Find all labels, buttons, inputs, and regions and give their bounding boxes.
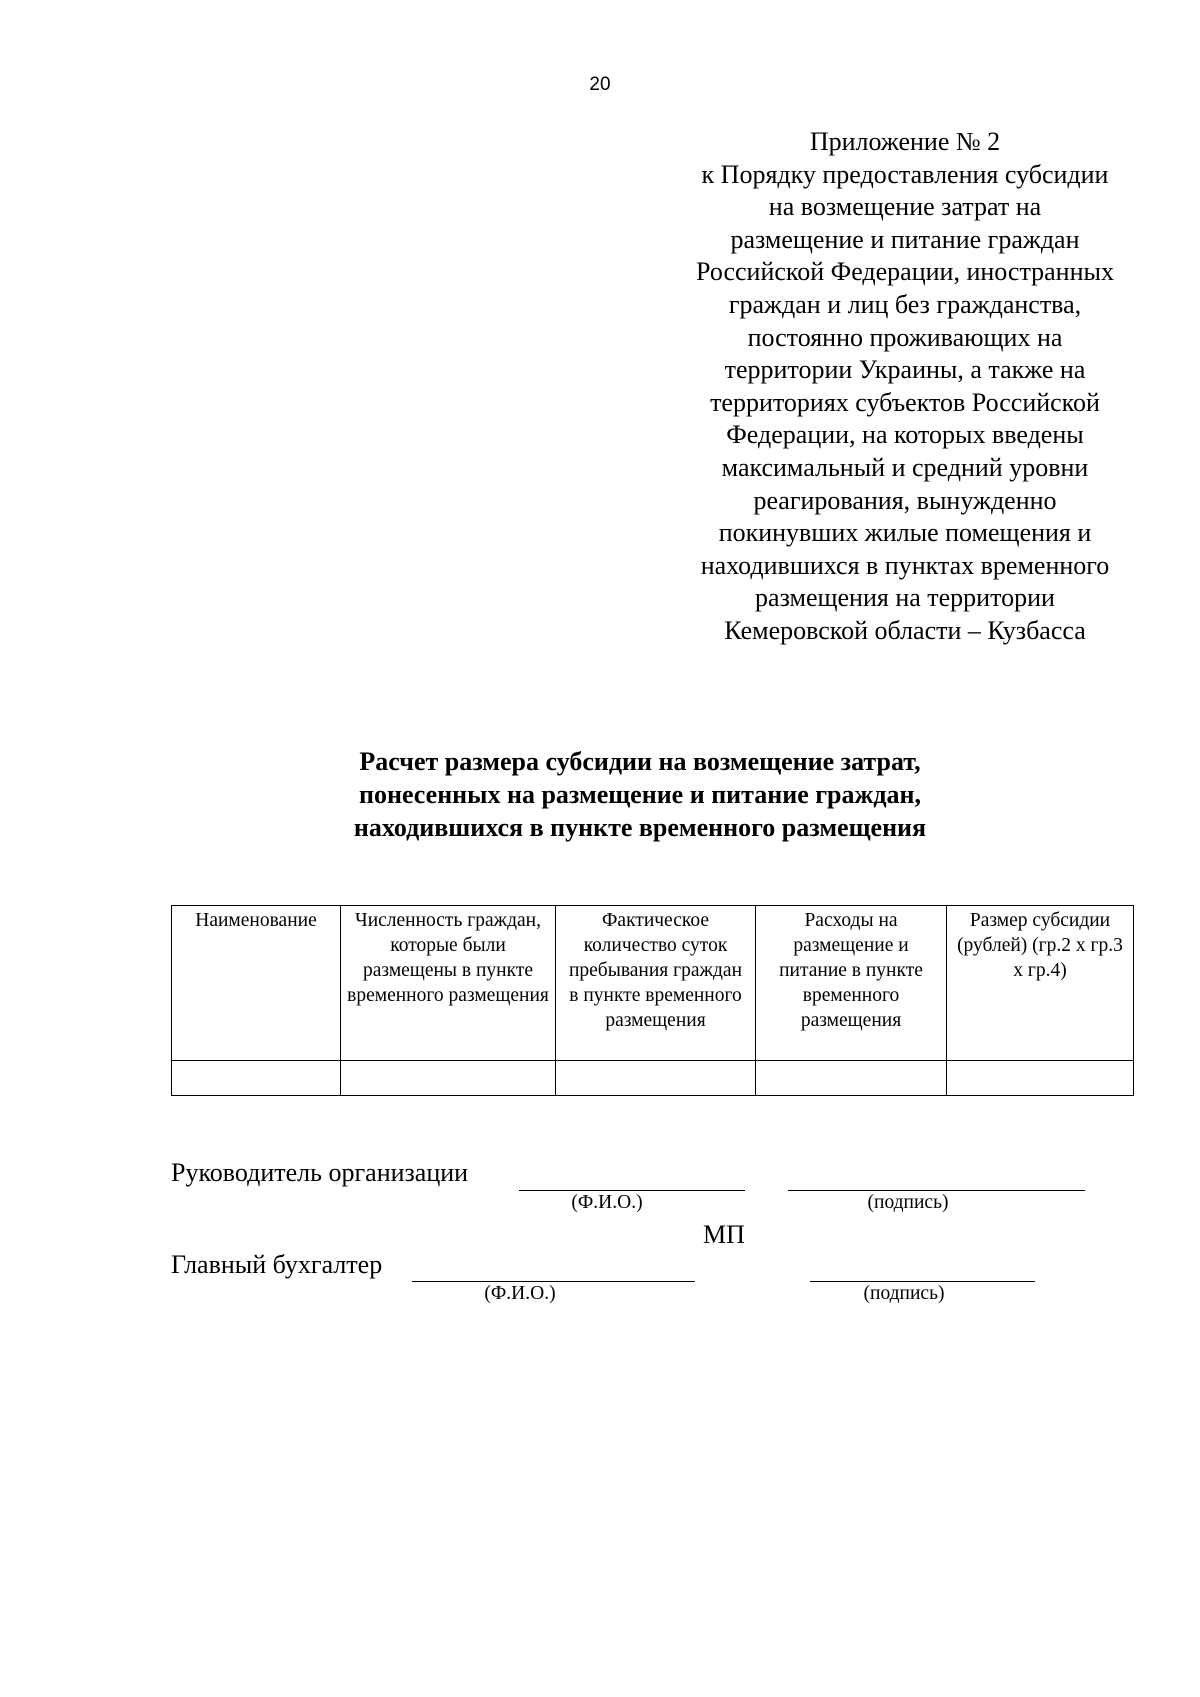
document-title — [240, 745, 1040, 844]
accountant-fio-blank[interactable] — [412, 1281, 695, 1282]
table-cell[interactable] — [341, 1061, 556, 1096]
column-header-expenses: Расходы на размещение и питание в пункте временного размещения — [756, 906, 947, 1061]
appendix-line: Российской Федерации, иностранных — [696, 257, 1114, 287]
column-header-name: Наименование — [172, 906, 341, 1061]
head-signature-caption: (подпись) — [867, 1192, 949, 1213]
appendix-line: территории Украины, а также на — [724, 355, 1086, 385]
appendix-line: Федерации, на которых введены — [726, 420, 1084, 450]
appendix-line: размещение и питание граждан — [730, 224, 1080, 254]
appendix-line: территориях субъектов Российской — [710, 387, 1100, 417]
head-fio-blank[interactable] — [519, 1190, 745, 1191]
appendix-line: Кемеровской области – Кузбасса — [724, 615, 1086, 645]
appendix-line: максимальный и средний уровни — [721, 452, 1089, 482]
appendix-line: реагирования, вынужденно — [753, 485, 1057, 515]
head-of-organization-label: Руководитель организации — [171, 1158, 469, 1187]
table-header-row — [172, 906, 1134, 1061]
title-line: находившихся в пункте временного размещения — [353, 813, 927, 842]
appendix-line: граждан и лиц без гражданства, — [728, 289, 1082, 319]
chief-accountant-label: Главный бухгалтер — [171, 1250, 383, 1279]
table-cell[interactable] — [947, 1061, 1134, 1096]
table-row — [172, 1061, 1134, 1096]
page-number: 20 — [589, 74, 611, 95]
appendix-heading — [665, 126, 1145, 648]
table-cell[interactable] — [756, 1061, 947, 1096]
appendix-line: покинувших жилые помещения и — [718, 518, 1092, 548]
appendix-line: к Порядку предоставления субсидии — [701, 159, 1109, 189]
appendix-line: постоянно проживающих на — [747, 322, 1063, 352]
appendix-line: находившихся в пунктах временного — [700, 550, 1110, 580]
head-fio-caption: (Ф.И.О.) — [571, 1192, 643, 1213]
stamp-place: МП — [703, 1220, 745, 1249]
table-cell[interactable] — [172, 1061, 341, 1096]
appendix-line: на возмещение затрат на — [768, 192, 1042, 222]
accountant-fio-caption: (Ф.И.О.) — [484, 1283, 556, 1304]
column-header-subsidy: Размер субсидии (рублей) (гр.2 х гр.3 х гр.4) — [947, 906, 1134, 1061]
appendix-line: Приложение № 2 — [809, 127, 1001, 156]
column-header-headcount: Численность граждан, которые были размещены в пункте временного размещения — [341, 906, 556, 1061]
title-line: Расчет размера субсидии на возмещение затрат, — [359, 747, 921, 776]
accountant-signature-blank[interactable] — [810, 1281, 1035, 1282]
table-cell[interactable] — [556, 1061, 756, 1096]
title-line: понесенных на размещение и питание граждан, — [358, 780, 922, 809]
appendix-line: размещения на территории — [755, 583, 1055, 613]
subsidy-calculation-table — [171, 905, 1134, 1096]
accountant-signature-caption: (подпись) — [863, 1283, 945, 1304]
head-signature-blank[interactable] — [788, 1190, 1085, 1191]
column-header-days: Фактическое количество суток пребывания граждан в пункте временного размещения — [556, 906, 756, 1061]
